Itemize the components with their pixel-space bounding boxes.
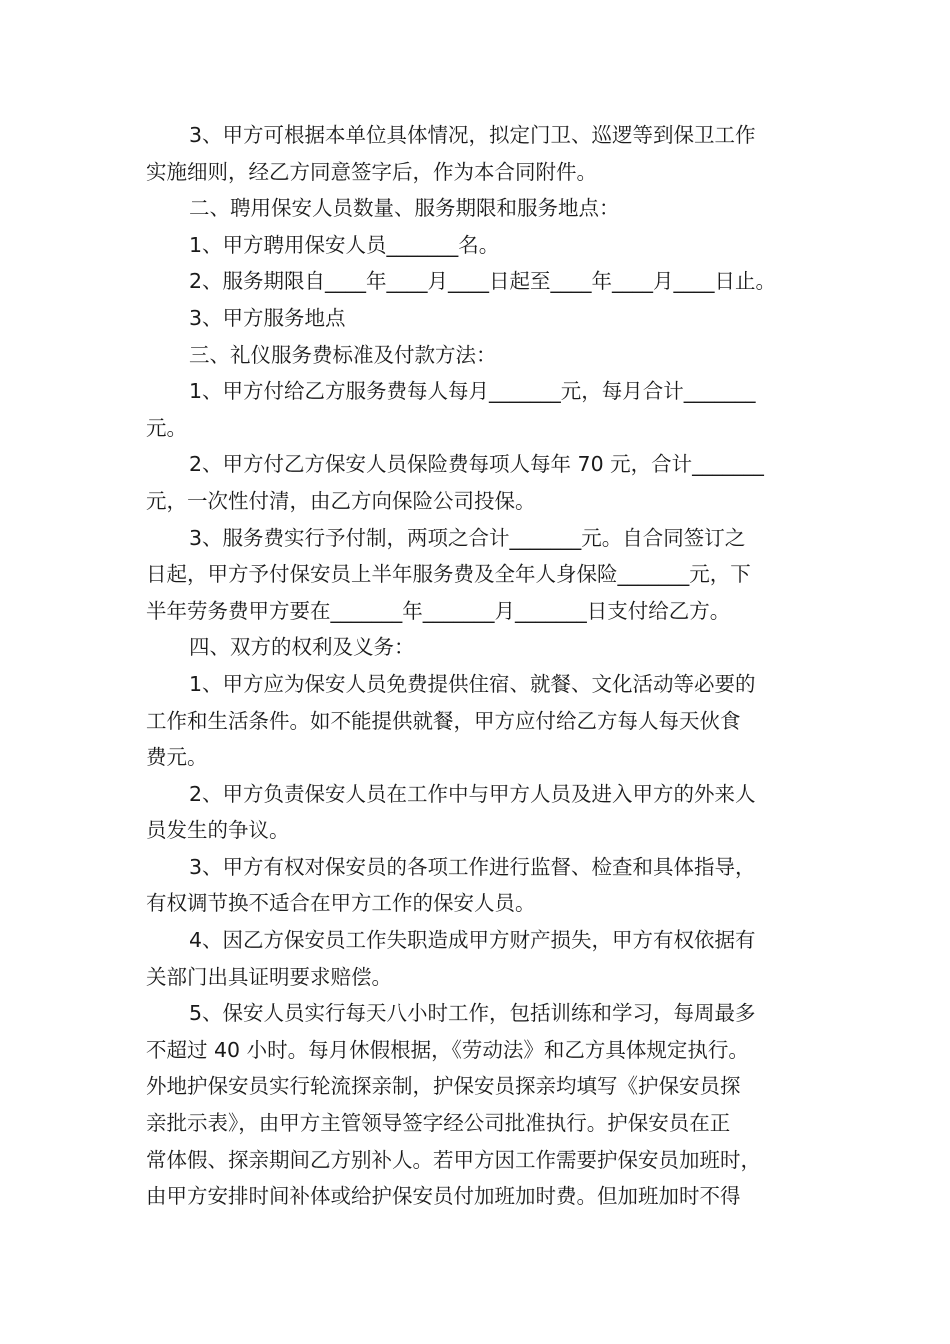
paragraph-line: 常体假、探亲期间乙方别补人。若甲方因工作需要护保安员加班时， [146,1147,761,1172]
paragraph-line: 5、保安人员实行每天八小时工作，包括训练和学习，每周最多 [189,1001,756,1026]
paragraph-line: 实施细则，经乙方同意签字后，作为本合同附件。 [146,159,597,184]
paragraph-line: 2、服务期限自____年____月____日起至____年____月____日止。 [189,269,777,294]
paragraph-line: 由甲方安排时间补体或给护保安员付加班加时费。但加班加时不得 [146,1184,741,1209]
paragraph-line: 2、甲方付乙方保安人员保险费每项人每年 70 元，合计_______ [189,452,764,477]
paragraph-line: 元，一次性付清，由乙方向保险公司投保。 [146,488,536,513]
paragraph-line: 关部门出具证明要求赔偿。 [146,964,392,989]
paragraph-line: 3、甲方有权对保安员的各项工作进行监督、检查和具体指导， [189,854,756,879]
paragraph-line: 3、甲方可根据本单位具体情况，拟定门卫、巡逻等到保卫工作 [189,123,756,147]
paragraph-line: 1、甲方付给乙方服务费每人每月_______元，每月合计_______ [189,379,756,404]
paragraph-line: 有权调节换不适合在甲方工作的保安人员。 [146,891,536,916]
paragraph-line: 4、因乙方保安员工作失职造成甲方财产损失，甲方有权依据有 [189,928,756,953]
paragraph-line: 工作和生活条件。如不能提供就餐，甲方应付给乙方每人每天伙食 [146,708,741,733]
paragraph-line: 不超过 40 小时。每月休假根据，《劳动法》和乙方具体规定执行。 [146,1037,749,1062]
paragraph-line: 日起，甲方予付保安员上半年服务费及全年人身保险_______元，下 [146,562,751,587]
paragraph-line: 1、甲方聘用保安人员_______名。 [189,232,500,257]
paragraph-line: 外地护保安员实行轮流探亲制，护保安员探亲均填写《护保安员探 [146,1074,741,1099]
section-heading: 三、礼仪服务费标准及付款方法： [189,342,497,367]
section-heading: 四、双方的权利及义务： [189,635,415,660]
paragraph-line: 3、甲方服务地点 [189,305,346,330]
paragraph-line: 2、甲方负责保安人员在工作中与甲方人员及进入甲方的外来人 [189,781,756,806]
paragraph-line: 元。 [146,415,187,440]
paragraph-line: 亲批示表》，由甲方主管领导签字经公司批准执行。护保安员在正 [146,1111,731,1136]
section-heading: 二、聘用保安人员数量、服务期限和服务地点： [189,196,620,221]
paragraph-line: 3、服务费实行予付制，两项之合计_______元。自合同签订之 [189,525,746,550]
paragraph-line: 1、甲方应为保安人员免费提供住宿、就餐、文化活动等必要的 [189,671,756,696]
paragraph-line: 费元。 [146,745,208,770]
paragraph-line: 员发生的争议。 [146,818,290,843]
paragraph-line: 半年劳务费甲方要在_______年_______月_______日支付给乙方。 [146,598,731,623]
document-body [146,117,836,1215]
